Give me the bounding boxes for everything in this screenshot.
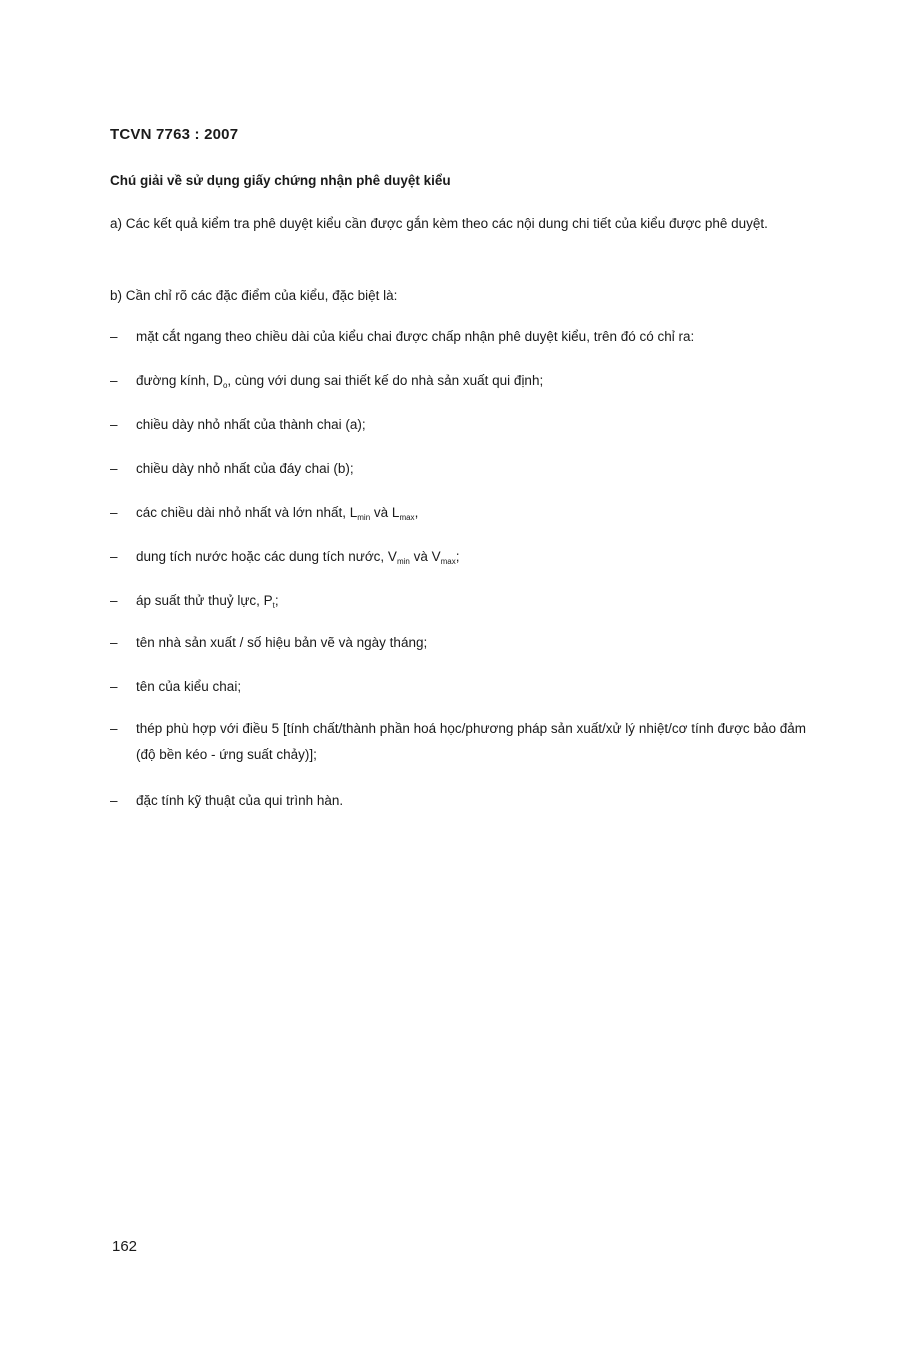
list-dash: –: [110, 505, 118, 520]
list-item-text: đường kính, $D_o$, cùng với dung sai thiết kế do nhà sản xuất qui định;: [136, 373, 544, 390]
list-item-text: áp suất thử thuỷ lực, $P_t$;: [136, 593, 279, 610]
list-item-text: mặt cắt ngang theo chiều dài của kiểu chai được chấp nhận phê duyệt kiểu, trên đó có chỉ ra:: [136, 329, 695, 344]
list-item-text: tên của kiểu chai;: [136, 679, 242, 694]
list-item-text: đặc tính kỹ thuật của qui trình hàn.: [136, 793, 344, 808]
list-dash: –: [110, 721, 118, 736]
list-item-text: tên nhà sản xuất / số hiệu bản vẽ và ngày tháng;: [136, 635, 428, 650]
list-dash: –: [110, 417, 118, 432]
section-title: Chú giải về sử dụng giấy chứng nhận phê duyệt kiểu: [110, 173, 451, 188]
list-dash: –: [110, 329, 118, 344]
list-dash: –: [110, 793, 118, 808]
list-dash: –: [110, 679, 118, 694]
list-item-text: các chiều dài nhỏ nhất và lớn nhất, $L_{min}$ và $L_{max}$,: [136, 505, 419, 522]
list-item-text: thép phù hợp với điều 5 [tính chất/thành phần hoá học/phương pháp sản xuất/xử lý nhiệt/cơ tính được bảo đảm (độ bền kéo - ứng suất chảy)];: [136, 721, 806, 762]
list-dash: –: [110, 593, 118, 608]
list-dash: –: [110, 549, 118, 564]
list-item-text: chiều dày nhỏ nhất của thành chai (a);: [136, 417, 366, 432]
list-item-text: chiều dày nhỏ nhất của đáy chai (b);: [136, 461, 354, 476]
standard-code-header: TCVN 7763 : 2007: [110, 126, 239, 143]
list-item-text: dung tích nước hoặc các dung tích nước, $V_{min}$ và $V_{max}$;: [136, 549, 460, 566]
paragraph-a: a) Các kết quả kiểm tra phê duyệt kiểu cần được gắn kèm theo các nội dung chi tiết của kiểu được phê duyệt.: [110, 216, 768, 231]
paragraph-b: b) Cần chỉ rõ các đặc điểm của kiểu, đặc biệt là:: [110, 288, 398, 303]
page-number: 162: [112, 1238, 138, 1255]
list-dash: –: [110, 373, 118, 388]
list-dash: –: [110, 635, 118, 650]
list-dash: –: [110, 461, 118, 476]
